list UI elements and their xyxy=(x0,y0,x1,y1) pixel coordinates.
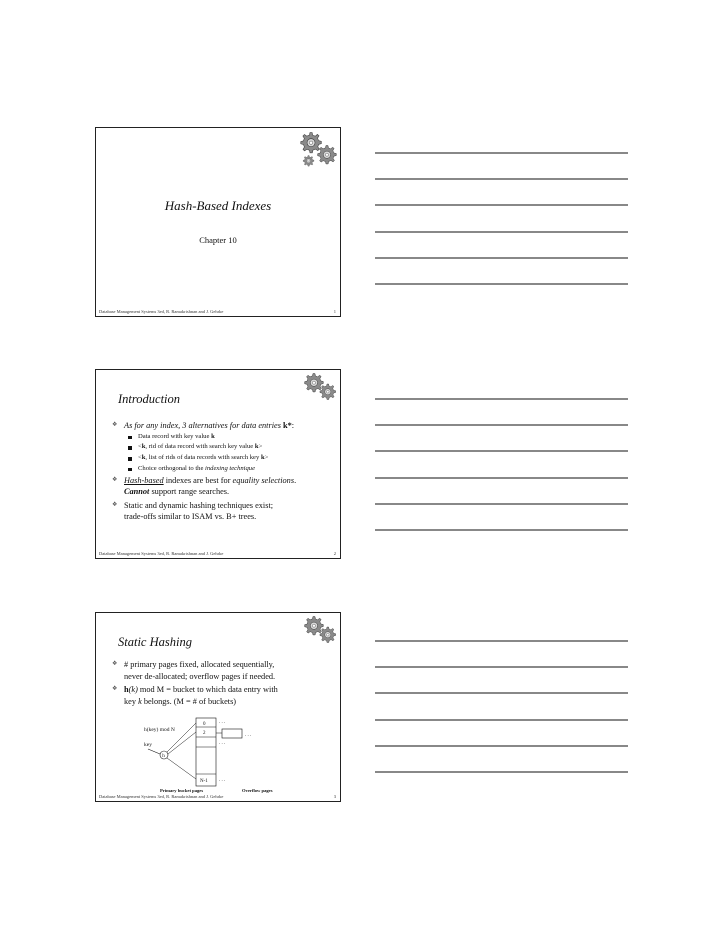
overflow-dots: . . . xyxy=(219,741,226,746)
overflow-dots: . . . xyxy=(219,720,226,725)
list-item: ❖ h(k) mod M = bucket to which data entry with key k belongs. (M = # of buckets) xyxy=(112,684,332,707)
list-item: <k, rid of data record with search key value k> xyxy=(112,442,332,453)
slide-2 xyxy=(95,369,341,559)
key-label: key xyxy=(144,742,152,748)
gears-icon xyxy=(294,130,338,168)
list-item: ❖ Static and dynamic hashing techniques exist; trade-offs similar to ISAM vs. B+ trees. xyxy=(112,500,332,523)
list-item: ❖ Hash-based indexes are best for equality selections. Cannot support range searches. xyxy=(112,475,332,498)
slide-footer: Database Management Systems 3ed, R. Ramakrishnan and J. Gehrke xyxy=(99,794,224,799)
slide-title: Hash-Based Indexes xyxy=(164,198,272,213)
page-number: 3 xyxy=(333,794,336,799)
notes-lines-3 xyxy=(375,638,630,778)
page-number: 1 xyxy=(333,309,336,314)
gears-icon xyxy=(300,615,336,645)
static-hashing-diagram xyxy=(96,713,342,795)
overflow-dots: . . . xyxy=(245,733,252,738)
slide-footer: Database Management Systems 3ed, R. Ramakrishnan and J. Gehrke xyxy=(99,551,224,556)
hash-arrow xyxy=(168,732,196,754)
slide-3 xyxy=(95,612,341,802)
overflow-pages-label: Overflow pages xyxy=(242,788,273,793)
bucket-0-label: 0 xyxy=(203,722,206,727)
slide-title: Introduction xyxy=(118,392,181,406)
page-number: 2 xyxy=(333,551,336,556)
list-item: ❖ # primary pages fixed, allocated sequentially, never de-allocated; overflow pages if needed. xyxy=(112,659,332,682)
primary-pages-label: Primary bucket pages xyxy=(160,788,204,793)
notes-lines-2 xyxy=(375,396,630,536)
gears-icon xyxy=(300,372,336,402)
list-item: Choice orthogonal to the indexing technique xyxy=(112,464,332,475)
overflow-dots: . . . xyxy=(219,778,226,783)
overflow-page xyxy=(222,729,242,738)
bucket-n1-label: N-1 xyxy=(200,779,208,784)
slide-title: Static Hashing xyxy=(118,635,192,649)
primary-bucket-column xyxy=(196,718,216,786)
list-item: ❖ As for any index, 3 alternatives for data entries k*: xyxy=(112,420,332,432)
slide-subtitle: Chapter 10 xyxy=(199,235,237,245)
bullet-list xyxy=(112,659,332,707)
bullet-list xyxy=(112,420,332,523)
slide-1 xyxy=(95,127,341,317)
list-item: <k, list of rids of data records with search key k> xyxy=(112,453,332,464)
list-item: Data record with key value k xyxy=(112,432,332,443)
notes-lines-1 xyxy=(375,150,630,290)
hash-node-label: h xyxy=(162,754,165,759)
bucket-2-label: 2 xyxy=(203,731,206,736)
hash-function-label: h(key) mod N xyxy=(144,727,175,733)
hash-arrow xyxy=(167,758,196,779)
slide-footer: Database Management Systems 3ed, R. Ramakrishnan and J. Gehrke xyxy=(99,309,224,314)
key-arrow xyxy=(148,749,160,754)
